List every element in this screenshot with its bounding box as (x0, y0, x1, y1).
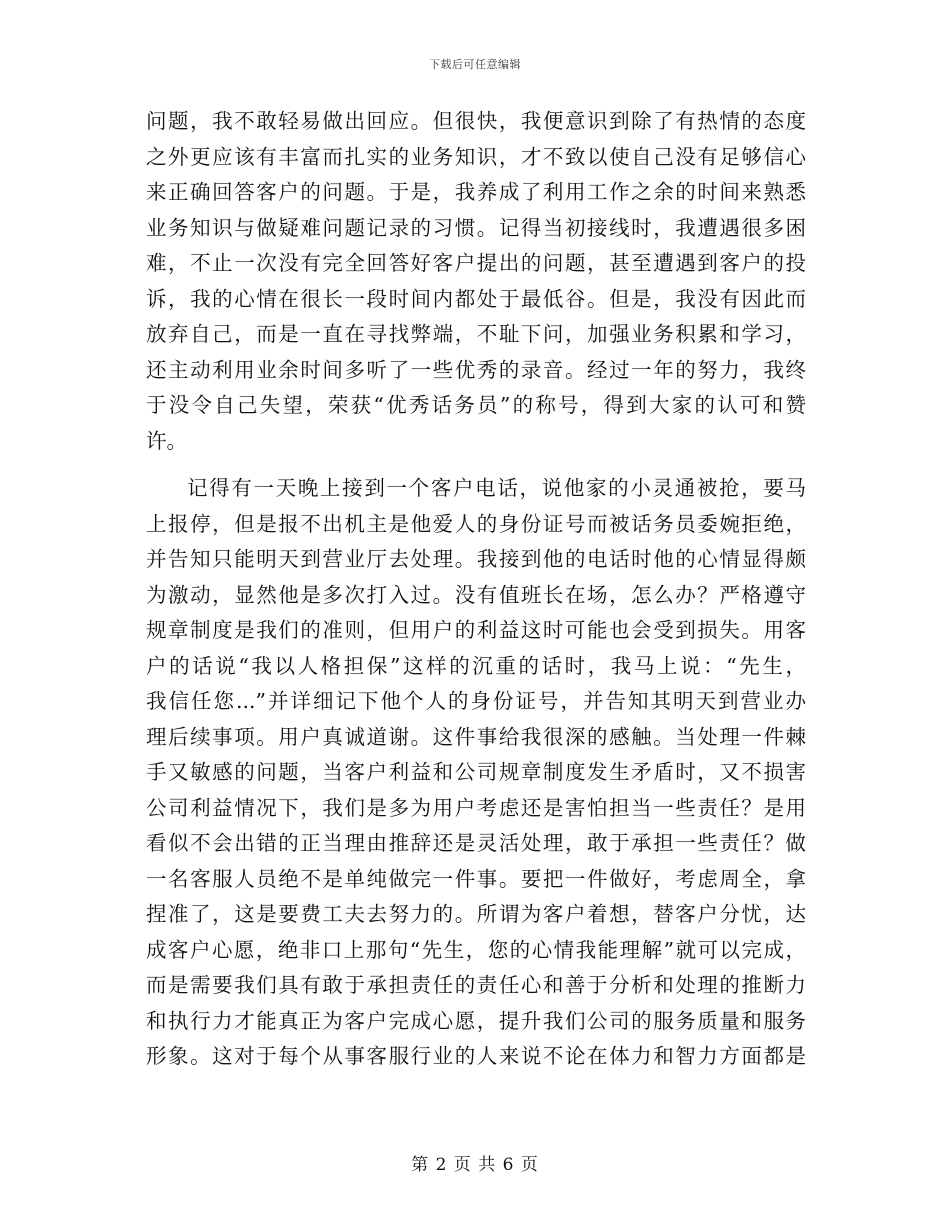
text-line: 于没令自己失望，荣获“优秀话务员”的称号，得到大家的认可和赞 (146, 393, 806, 417)
text-line: 还主动利用业余时间多听了一些优秀的录音。经过一年的努力，我终 (146, 357, 806, 382)
text-line: 业务知识与做疑难问题记录的习惯。记得当初接线时，我遭遇很多困 (146, 215, 806, 240)
page-number-footer: 第 2 页 共 6 页 (411, 1155, 539, 1175)
text-line: 上报停，但是报不出机主是他爱人的身份证号而被话务员委婉拒绝， (146, 511, 806, 536)
text-line: 我信任您...”并详细记下他个人的身份证号，并告知其明天到营业办 (146, 689, 806, 713)
text-line: 成客户心愿，绝非口上那句“先生，您的心情我能理解”就可以完成， (146, 937, 806, 962)
document-body (146, 104, 806, 1075)
text-line: 诉，我的心情在很长一段时间内都处于最低谷。但是，我没有因此而 (146, 286, 806, 311)
text-line: 和执行力才能真正为客户完成心愿，提升我们公司的服务质量和服务 (146, 1008, 806, 1033)
text-line: 捏准了，这是要费工夫去努力的。所谓为客户着想，替客户分忧，达 (146, 902, 806, 926)
paragraph-spacer (146, 459, 806, 471)
text-line: 手又敏感的问题，当客户利益和公司规章制度发生矛盾时，又不损害 (146, 760, 806, 784)
paragraph-1 (146, 104, 806, 459)
text-line: 公司利益情况下，我们是多为用户考虑还是害怕担当一些责任？是用 (146, 795, 806, 820)
text-line: 记得有一天晚上接到一个客户电话，说他家的小灵通被抢，要马 (187, 476, 806, 500)
text-line: 来正确回答客户的问题。于是，我养成了利用工作之余的时间来熟悉 (146, 180, 806, 204)
text-line: 理后续事项。用户真诚道谢。这件事给我很深的感触。当处理一件棘 (146, 724, 806, 749)
text-line: 为激动，显然他是多次打入过。没有值班长在场，怎么办？严格遵守 (146, 582, 806, 607)
page-header: 下载后可任意编辑 (429, 58, 521, 71)
text-line: 一名客服人员绝不是单纯做完一件事。要把一件做好，考虑周全，拿 (146, 866, 806, 891)
text-line: 问题，我不敢轻易做出回应。但很快，我便意识到除了有热情的态度 (146, 109, 806, 133)
text-line: 规章制度是我们的准则，但用户的利益这时可能也会受到损失。用客 (146, 618, 806, 642)
text-line: 之外更应该有丰富而扎实的业务知识，才不致以使自己没有足够信心 (146, 144, 806, 169)
text-line: 看似不会出错的正当理由推辞还是灵活处理，敢于承担一些责任？做 (146, 831, 806, 855)
text-line: 并告知只能明天到营业厅去处理。我接到他的电话时他的心情显得颇 (146, 547, 806, 571)
paragraph-2 (146, 471, 806, 1075)
text-line: 放弃自己，而是一直在寻找弊端，不耻下问，加强业务积累和学习， (146, 322, 806, 346)
text-line: 而是需要我们具有敢于承担责任的责任心和善于分析和处理的推断力 (146, 973, 806, 997)
text-line: 难，不止一次没有完全回答好客户提出的问题，甚至遭遇到客户的投 (146, 251, 806, 275)
text-line: 形象。这对于每个从事客服行业的人来说不论在体力和智力方面都是 (146, 1044, 806, 1068)
text-line: 许。 (146, 428, 187, 453)
text-line: 户的话说“我以人格担保”这样的沉重的话时，我马上说：“先生， (146, 653, 806, 678)
